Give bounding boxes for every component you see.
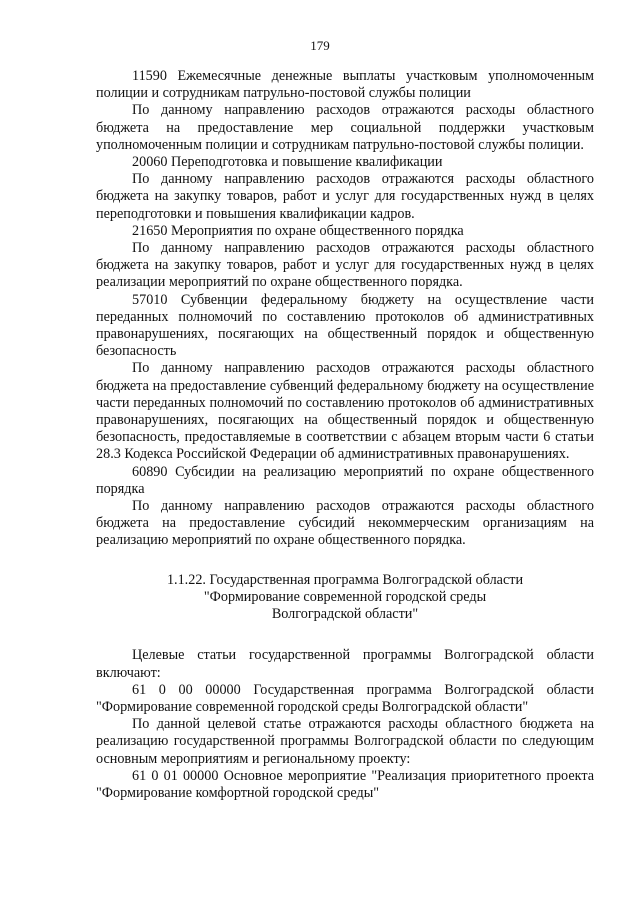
section-title xyxy=(96,572,594,624)
page-number: 179 xyxy=(310,38,330,53)
paragraph-description: По данному направлению расходов отражаются расходы областного бюджета на предоставление субвенций федеральному бюджету на осуществление части переданных полномочий по составлению протоколов об административных правонарушениях, посягающих на общественный порядок и общественную безопасность, предоставляемые в соответствии с абзацем вторым части 6 статьи 28.3 Кодекса Российской Федерации об административных правонарушениях. xyxy=(96,360,594,463)
paragraph-description: По данному направлению расходов отражаются расходы областного бюджета на закупку товаров, работ и услуг для государственных нужд в целях переподготовки и повышения квалификации кадров. xyxy=(96,171,594,222)
section-title-line: "Формирование современной городской среды xyxy=(203,588,487,605)
paragraph-heading-57010: 57010 Субвенции федеральному бюджету на осуществление части переданных полномочий по составлению протоколов об административных правонарушениях, посягающих на общественный порядок и общественную безопасность xyxy=(96,291,594,360)
paragraph-description: По данному направлению расходов отражаются расходы областного бюджета на предоставление субсидий некоммерческим организациям на реализацию мероприятий по охране общественного порядка. xyxy=(96,498,594,549)
paragraph-heading-61-0-00: 61 0 00 00000 Государственная программа Волгоградской области "Формирование современной городской среды Волгоградской области" xyxy=(96,681,594,715)
paragraph-heading-61-0-01: 61 0 01 00000 Основное мероприятие "Реализация приоритетного проекта "Формирование комфортной городской среды" xyxy=(96,767,594,801)
paragraph-description: По данной целевой статье отражаются расходы областного бюджета на реализацию государственной программы Волгоградской области по следующим основным мероприятиям и региональному проекту: xyxy=(96,716,594,767)
paragraph-heading-60890: 60890 Субсидии на реализацию мероприятий по охране общественного порядка xyxy=(96,463,594,497)
paragraph-heading-11590: 11590 Ежемесячные денежные выплаты участковым уполномоченным полиции и сотрудникам патрульно-постовой службы полиции xyxy=(96,68,594,102)
section-title-line: 1.1.22. Государственная программа Волгоградской области xyxy=(166,571,524,588)
paragraph-heading-20060: 20060 Переподготовка и повышение квалификации xyxy=(132,154,443,171)
paragraph-description: По данному направлению расходов отражаются расходы областного бюджета на закупку товаров, работ и услуг для государственных нужд в целях реализации мероприятий по охране общественного порядка. xyxy=(96,240,594,291)
paragraph-heading-21650: 21650 Мероприятия по охране общественного порядка xyxy=(132,222,464,239)
document-body xyxy=(96,68,594,802)
section-title-line: Волгоградской области" xyxy=(271,606,419,623)
paragraph-intro: Целевые статьи государственной программы Волгоградской области включают: xyxy=(96,647,594,681)
paragraph-description: По данному направлению расходов отражаются расходы областного бюджета на предоставление мер социальной поддержки участковым уполномоченным полиции и сотрудникам патрульно-постовой службы полиции. xyxy=(96,102,594,153)
